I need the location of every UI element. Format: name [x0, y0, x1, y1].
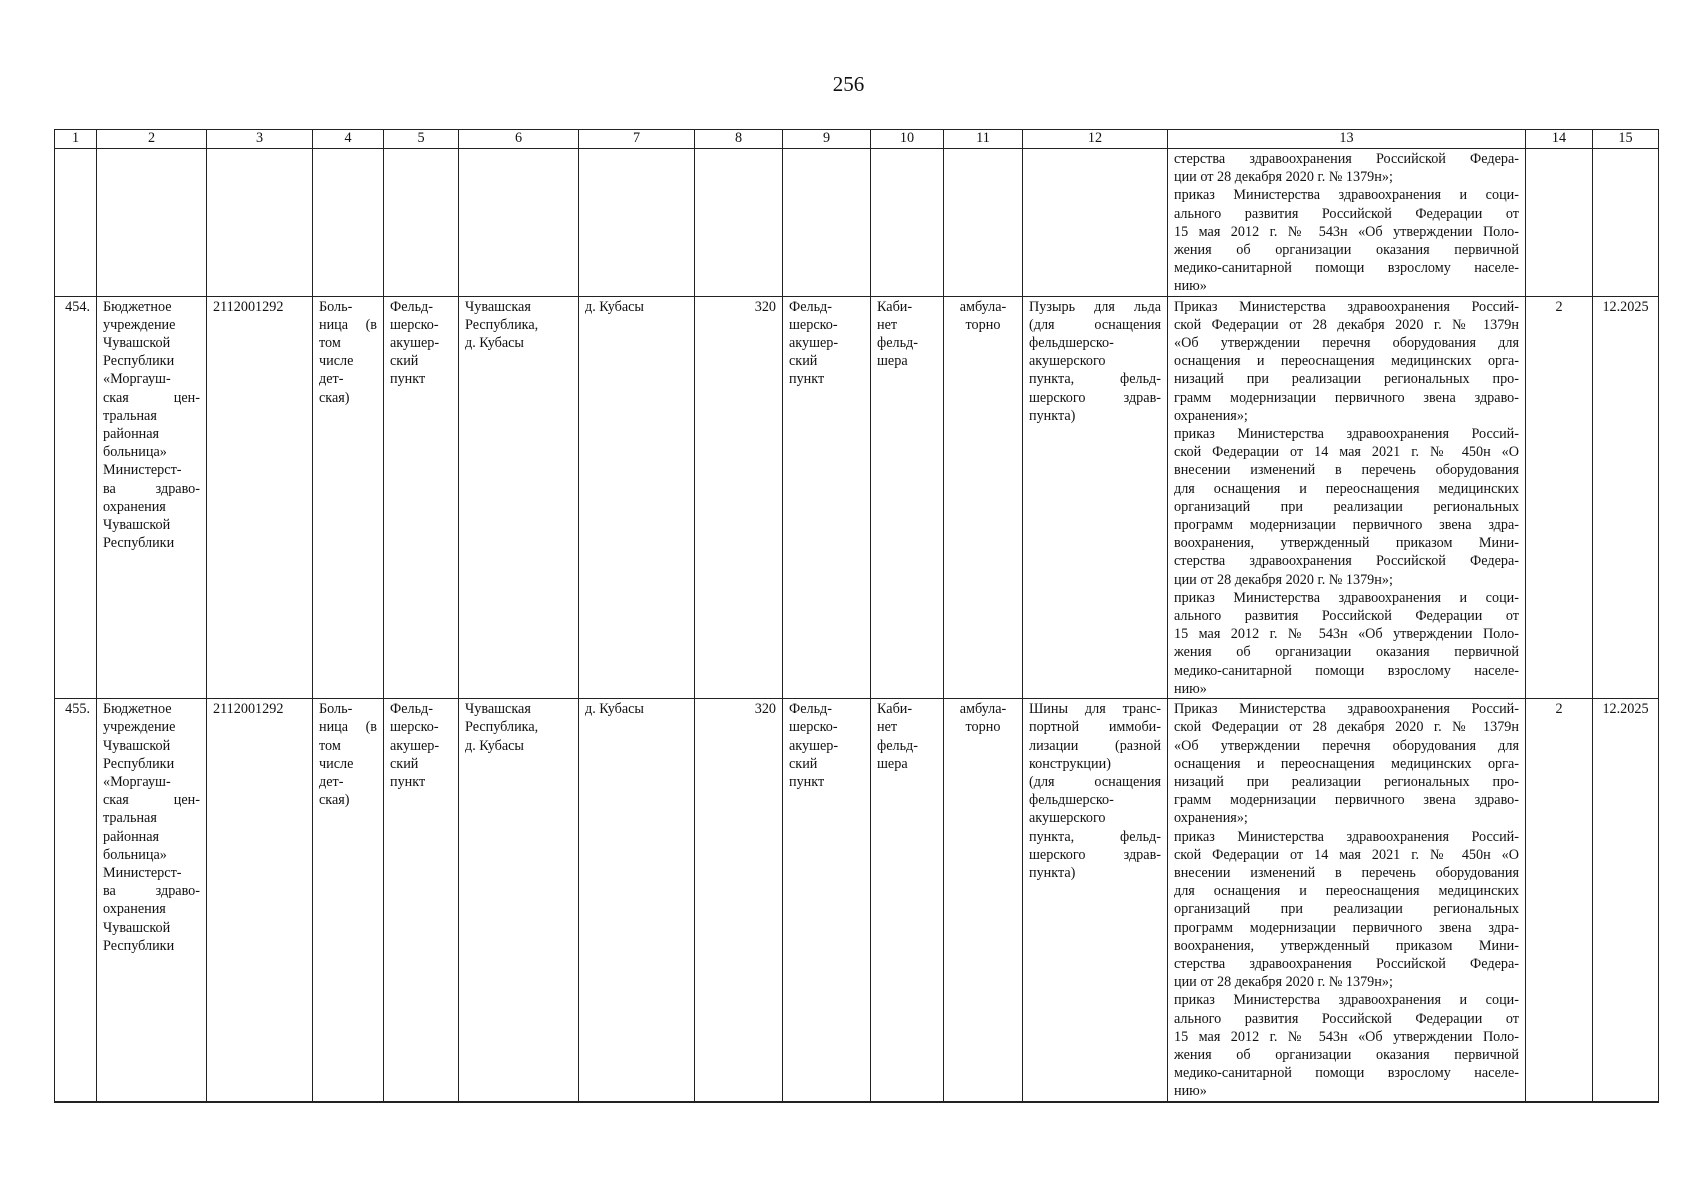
text-line: пункт: [789, 371, 825, 388]
legal-basis-cell: [1168, 149, 1526, 297]
text-line: охранения: [103, 498, 166, 515]
text-line: торно: [965, 719, 1001, 736]
room-cell: [871, 699, 944, 1102]
text-line: Чувашская: [465, 701, 531, 718]
text-line: ции от 28 декабря 2020 г. № 1379н»;: [1174, 571, 1393, 588]
text-line: ва здраво-: [103, 480, 200, 497]
text-line: ская цен-: [103, 389, 200, 406]
row-number-cell: 455.: [55, 699, 97, 1102]
empty-cell: [384, 149, 459, 297]
page-number: 256: [832, 72, 865, 96]
text-line: (для оснащения: [1029, 773, 1161, 790]
text-line: пункт: [390, 773, 426, 790]
text-line: Республики: [103, 535, 175, 552]
text-line: Министерст-: [103, 864, 182, 881]
text-line: для оснащения и переоснащения медицинских: [1174, 883, 1519, 900]
empty-cell: [1526, 149, 1593, 297]
text-line: нию»: [1174, 1083, 1207, 1100]
equipment-cell: [1023, 699, 1168, 1102]
text-line: фельдшерско-: [1029, 335, 1114, 352]
text-line: нию»: [1174, 680, 1207, 697]
text-line: Чувашской: [103, 919, 171, 936]
column-header: 9: [783, 130, 871, 149]
text-line: жения об организации оказания первичной: [1174, 644, 1519, 661]
locality-cell: д. Кубасы: [579, 296, 695, 698]
empty-cell: [55, 149, 97, 297]
text-line: внесении изменений в перечень оборудования: [1174, 462, 1519, 479]
column-header: 8: [695, 130, 783, 149]
text-line: ва здраво-: [103, 883, 200, 900]
column-header: 1: [55, 130, 97, 149]
quantity-cell: 2: [1526, 296, 1593, 698]
text-line: Чувашской: [103, 737, 171, 754]
continuation-row: [55, 149, 1659, 297]
text-line: Фельд-: [390, 701, 433, 718]
text-line: шерско-: [390, 316, 439, 333]
text-line: Фельд-: [789, 701, 832, 718]
text-line: ции от 28 декабря 2020 г. № 1379н»;: [1174, 974, 1393, 991]
text-line: шера: [877, 353, 908, 370]
text-line: торно: [965, 316, 1001, 333]
text-line: акушер-: [390, 737, 440, 754]
text-line: д. Кубасы: [465, 335, 524, 352]
date-cell: 12.2025: [1593, 699, 1659, 1102]
text-line: учреждение: [103, 719, 176, 736]
text-line: охранения»;: [1174, 407, 1248, 424]
text-line: ции от 28 декабря 2020 г. № 1379н»;: [1174, 169, 1393, 186]
text-line: низаций при реализации региональных про-: [1174, 773, 1519, 790]
table-row: [55, 699, 1659, 1102]
text-line: (для оснащения: [1029, 316, 1161, 333]
equipment-cell: [1023, 296, 1168, 698]
text-line: акушерского: [1029, 353, 1106, 370]
text-line: низаций при реализации региональных про-: [1174, 371, 1519, 388]
text-line: акушер-: [390, 335, 440, 352]
text-line: Республики: [103, 353, 175, 370]
empty-cell: [695, 149, 783, 297]
text-line: приказ Министерства здравоохранения Россий-: [1174, 426, 1519, 443]
text-line: шерско-: [789, 719, 838, 736]
text-line: шера: [877, 755, 908, 772]
text-line: Пузырь для льда: [1029, 298, 1161, 315]
text-line: программ модернизации первичного звена здра-: [1174, 517, 1519, 534]
text-line: Каби-: [877, 701, 913, 718]
equipment-table: [54, 129, 1659, 1103]
text-line: грамм модернизации первичного звена здраво-: [1174, 792, 1519, 809]
date-cell: 12.2025: [1593, 296, 1659, 698]
text-line: Приказ Министерства здравоохранения Россий-: [1174, 701, 1519, 718]
institution-cell: [97, 699, 207, 1102]
text-line: медико-санитарной помощи взрослому населе-: [1174, 1065, 1519, 1082]
empty-cell: [313, 149, 384, 297]
unit-cell: [384, 699, 459, 1102]
legal-basis-cell: [1168, 699, 1526, 1102]
text-line: лизации (разной: [1029, 737, 1161, 754]
text-line: организаций при реализации региональных: [1174, 901, 1519, 918]
text-line: Приказ Министерства здравоохранения Россий-: [1174, 298, 1519, 315]
inn-cell: 2112001292: [207, 699, 313, 1102]
text-line: тральная: [103, 810, 157, 827]
text-line: Чувашской: [103, 335, 171, 352]
text-line: стерства здравоохранения Российской Федера-: [1174, 955, 1519, 972]
empty-cell: [944, 149, 1023, 297]
text-line: стерства здравоохранения Российской Федера-: [1174, 553, 1519, 570]
text-line: шерско-: [390, 719, 439, 736]
text-line: Боль-: [319, 701, 353, 718]
row-number-cell: 454.: [55, 296, 97, 698]
text-line: жения об организации оказания первичной: [1174, 1046, 1519, 1063]
text-line: жения об организации оказания первичной: [1174, 242, 1519, 259]
text-line: дет-: [319, 773, 344, 790]
column-header: 5: [384, 130, 459, 149]
text-line: числе: [319, 755, 354, 772]
empty-cell: [783, 149, 871, 297]
institution-cell: [97, 296, 207, 698]
text-line: ской Федерации от 14 мая 2021 г. № 450н «О: [1174, 846, 1519, 863]
text-line: районная: [103, 426, 160, 443]
text-line: Бюджетное: [103, 701, 172, 718]
text-line: амбула-: [959, 701, 1007, 718]
text-line: ской Федерации от 28 декабря 2020 г. № 1379н: [1174, 719, 1519, 736]
text-line: «Об утверждении перечня оборудования для: [1174, 737, 1519, 754]
text-line: амбула-: [959, 298, 1007, 315]
col8-cell: 320: [695, 296, 783, 698]
column-header: 12: [1023, 130, 1168, 149]
text-line: приказ Министерства здравоохранения и соци-: [1174, 187, 1519, 204]
text-line: ской Федерации от 28 декабря 2020 г. № 1379н: [1174, 316, 1519, 333]
text-line: Чувашской: [103, 517, 171, 534]
column-header: 7: [579, 130, 695, 149]
text-line: организаций при реализации региональных: [1174, 498, 1519, 515]
column-header: 4: [313, 130, 384, 149]
text-line: оснащения и переоснащения медицинских орга-: [1174, 353, 1519, 370]
text-line: том: [319, 335, 341, 352]
empty-cell: [459, 149, 579, 297]
column-header: 14: [1526, 130, 1593, 149]
text-line: шерского здрав-: [1029, 846, 1161, 863]
text-line: охранения: [103, 901, 166, 918]
text-line: Каби-: [877, 298, 913, 315]
text-line: ский: [789, 755, 818, 772]
text-line: ница (в: [319, 316, 377, 333]
text-line: пункта): [1029, 864, 1076, 881]
text-line: районная: [103, 828, 160, 845]
room-cell: [871, 296, 944, 698]
text-line: медико-санитарной помощи взрослому населе-: [1174, 260, 1519, 277]
text-line: Шины для транс-: [1029, 701, 1161, 718]
text-line: ская цен-: [103, 792, 200, 809]
text-line: фельд-: [877, 737, 918, 754]
text-line: Республика,: [465, 719, 539, 736]
text-line: ница (в: [319, 719, 377, 736]
empty-cell: [97, 149, 207, 297]
text-line: акушерского: [1029, 810, 1106, 827]
inn-cell: 2112001292: [207, 296, 313, 698]
text-line: д. Кубасы: [465, 737, 524, 754]
text-line: 15 мая 2012 г. № 543н «Об утверждении Поло-: [1174, 1028, 1519, 1045]
column-header: 15: [1593, 130, 1659, 149]
col8-cell: 320: [695, 699, 783, 1102]
text-line: медико-санитарной помощи взрослому населе-: [1174, 662, 1519, 679]
text-line: ский: [390, 755, 419, 772]
text-line: оснащения и переоснащения медицинских орга-: [1174, 755, 1519, 772]
header-row: [55, 130, 1659, 149]
text-line: приказ Министерства здравоохранения и соци-: [1174, 992, 1519, 1009]
text-line: шерско-: [789, 316, 838, 333]
text-line: ской Федерации от 14 мая 2021 г. № 450н «О: [1174, 444, 1519, 461]
text-line: пункта, фельд-: [1029, 828, 1161, 845]
text-line: портной иммоби-: [1029, 719, 1161, 736]
text-line: пункта, фельд-: [1029, 371, 1161, 388]
text-line: «Моргауш-: [103, 773, 171, 790]
column-header: 11: [944, 130, 1023, 149]
empty-cell: [1593, 149, 1659, 297]
locality-cell: д. Кубасы: [579, 699, 695, 1102]
text-line: числе: [319, 353, 354, 370]
subunit-cell: [783, 699, 871, 1102]
text-line: пункта): [1029, 407, 1076, 424]
text-line: больница»: [103, 846, 167, 863]
text-line: Министерст-: [103, 462, 182, 479]
text-line: Республики: [103, 755, 175, 772]
text-line: фельдшерско-: [1029, 792, 1114, 809]
text-line: учреждение: [103, 316, 176, 333]
org-type-cell: [313, 699, 384, 1102]
text-line: ский: [789, 353, 818, 370]
text-line: шерского здрав-: [1029, 389, 1161, 406]
text-line: больница»: [103, 444, 167, 461]
text-line: фельд-: [877, 335, 918, 352]
text-line: Чувашская: [465, 298, 531, 315]
text-line: ального развития Российской Федерации от: [1174, 608, 1519, 625]
text-line: охранения»;: [1174, 810, 1248, 827]
text-line: том: [319, 737, 341, 754]
text-line: Фельд-: [789, 298, 832, 315]
care-type-cell: [944, 296, 1023, 698]
text-line: нию»: [1174, 278, 1207, 295]
text-line: ального развития Российской Федерации от: [1174, 1010, 1519, 1027]
empty-cell: [1023, 149, 1168, 297]
column-header: 6: [459, 130, 579, 149]
column-header: 3: [207, 130, 313, 149]
text-line: пункт: [789, 773, 825, 790]
unit-cell: [384, 296, 459, 698]
text-line: Фельд-: [390, 298, 433, 315]
text-line: ский: [390, 353, 419, 370]
address-cell: [459, 296, 579, 698]
legal-basis-cell: [1168, 296, 1526, 698]
text-line: 15 мая 2012 г. № 543н «Об утверждении Поло-: [1174, 626, 1519, 643]
text-line: Республика,: [465, 316, 539, 333]
column-header: 13: [1168, 130, 1526, 149]
table-row: [55, 296, 1659, 698]
empty-cell: [579, 149, 695, 297]
org-type-cell: [313, 296, 384, 698]
text-line: стерства здравоохранения Российской Федера-: [1174, 151, 1519, 167]
text-line: тральная: [103, 407, 157, 424]
text-line: ская): [319, 792, 350, 809]
text-line: «Об утверждении перечня оборудования для: [1174, 335, 1519, 352]
text-line: Бюджетное: [103, 298, 172, 315]
text-line: приказ Министерства здравоохранения и соци-: [1174, 589, 1519, 606]
text-line: конструкции): [1029, 755, 1111, 772]
subunit-cell: [783, 296, 871, 698]
text-line: воохранения, утвержденный приказом Мини-: [1174, 535, 1519, 552]
text-line: Боль-: [319, 298, 353, 315]
text-line: внесении изменений в перечень оборудования: [1174, 864, 1519, 881]
care-type-cell: [944, 699, 1023, 1102]
text-line: Республики: [103, 937, 175, 954]
text-line: дет-: [319, 371, 344, 388]
empty-cell: [871, 149, 944, 297]
text-line: «Моргауш-: [103, 371, 171, 388]
text-line: ального развития Российской Федерации от: [1174, 205, 1519, 222]
text-line: акушер-: [789, 737, 839, 754]
text-line: для оснащения и переоснащения медицинских: [1174, 480, 1519, 497]
text-line: программ модернизации первичного звена здра-: [1174, 919, 1519, 936]
column-header: 10: [871, 130, 944, 149]
quantity-cell: 2: [1526, 699, 1593, 1102]
column-header: 2: [97, 130, 207, 149]
text-line: приказ Министерства здравоохранения Россий-: [1174, 828, 1519, 845]
empty-cell: [207, 149, 313, 297]
text-line: грамм модернизации первичного звена здраво-: [1174, 389, 1519, 406]
address-cell: [459, 699, 579, 1102]
text-line: воохранения, утвержденный приказом Мини-: [1174, 937, 1519, 954]
text-line: пункт: [390, 371, 426, 388]
text-line: нет: [877, 316, 898, 333]
text-line: 15 мая 2012 г. № 543н «Об утверждении Поло-: [1174, 223, 1519, 240]
text-line: акушер-: [789, 335, 839, 352]
text-line: нет: [877, 719, 898, 736]
text-line: ская): [319, 389, 350, 406]
